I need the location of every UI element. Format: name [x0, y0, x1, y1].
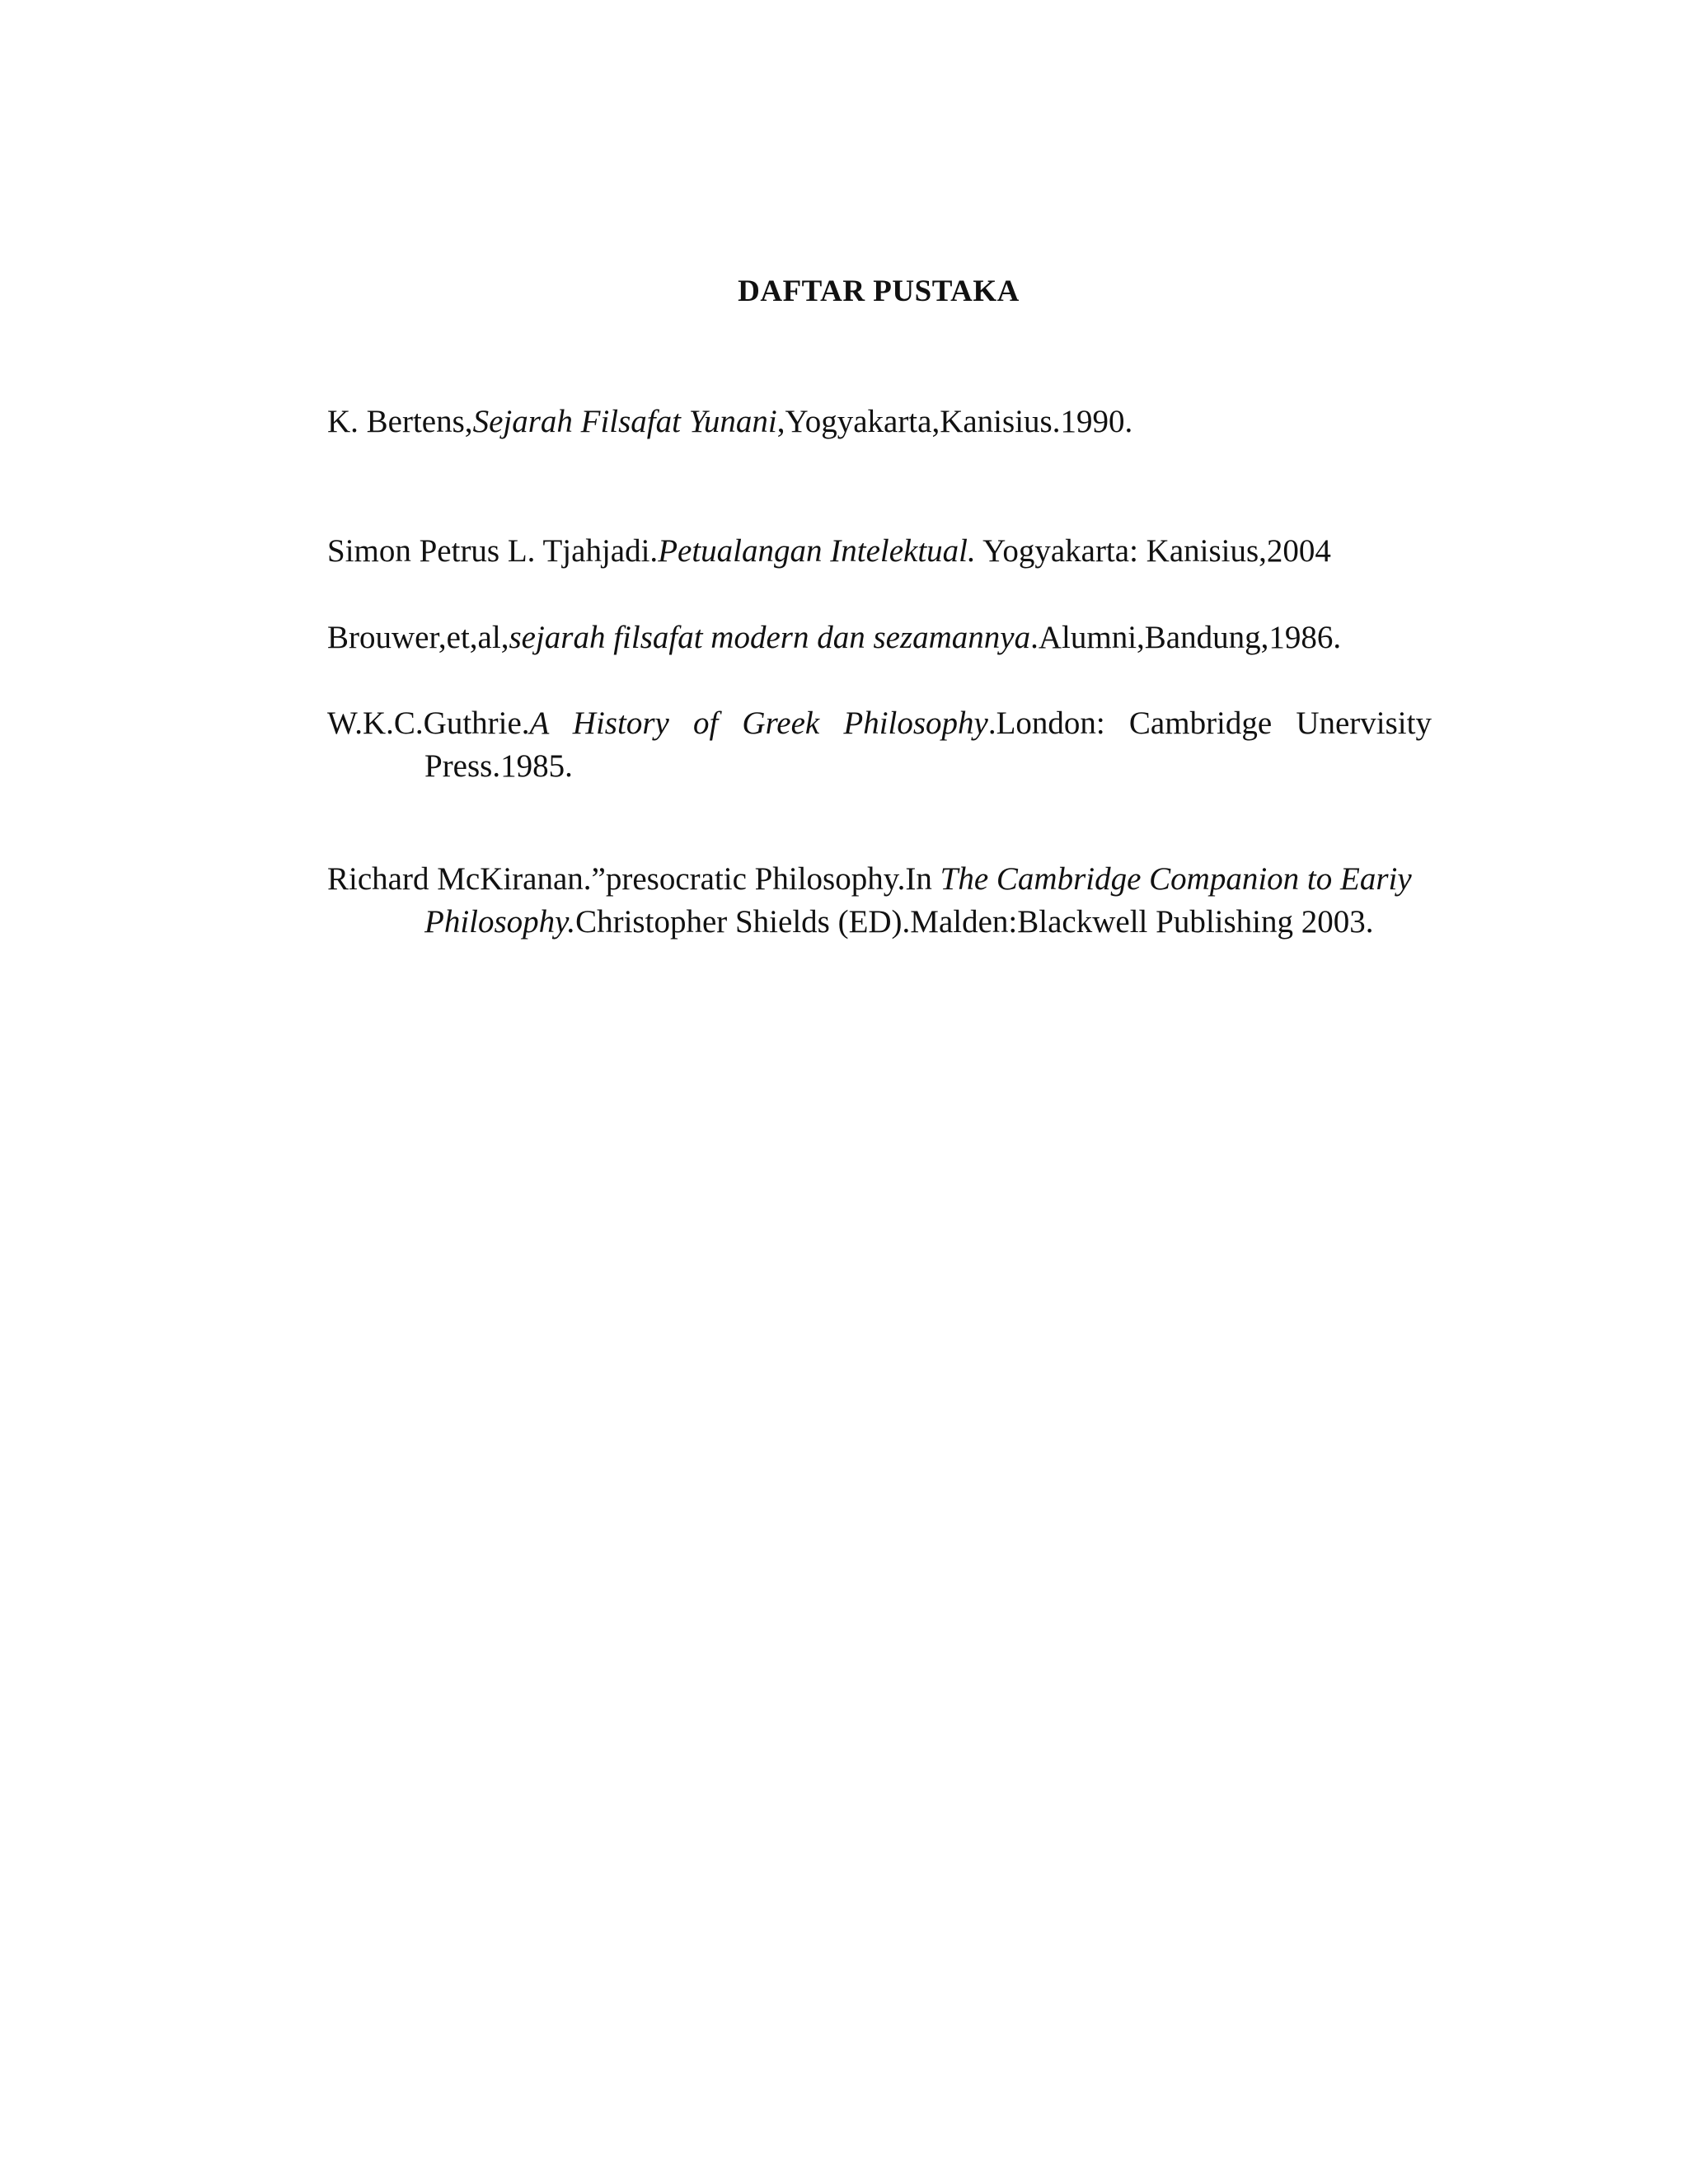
reference-author: Richard McKiranan.”presocratic Philosophy.In [327, 861, 940, 897]
reference-publication: ,Yogyakarta,Kanisius.1990. [776, 404, 1133, 439]
reference-continuation-line [327, 901, 1432, 944]
reference-work-title: The Cambridge Companion to Eariy [940, 861, 1412, 897]
reference-entry [327, 702, 1432, 788]
page-title: DAFTAR PUSTAKA [738, 274, 1020, 308]
reference-work-title: A History of Greek Philosophy [529, 705, 988, 741]
reference-author: Simon Petrus L. Tjahjadi. [327, 533, 659, 569]
reference-publication: .Alumni,Bandung,1986. [1030, 620, 1342, 655]
reference-line [327, 401, 1432, 443]
reference-publication: .London: Cambridge Unervisity [987, 705, 1432, 741]
reference-entry [327, 616, 1432, 659]
reference-work-title: Sejarah Filsafat Yunani [472, 404, 777, 439]
reference-line [327, 858, 1432, 901]
reference-continuation-line: Press.1985. [424, 748, 573, 784]
reference-publication: Yogyakarta: Kanisius,2004 [975, 533, 1331, 569]
reference-work-title-continuation: Philosophy. [424, 904, 576, 940]
reference-author: Brouwer,et,al, [327, 620, 509, 655]
reference-work-title: sejarah filsafat modern dan sezamannya [509, 620, 1031, 655]
reference-entry [327, 858, 1432, 944]
reference-author: K. Bertens, [327, 404, 473, 439]
reference-publication: Christopher Shields (ED).Malden:Blackwell Publishing 2003. [575, 904, 1374, 940]
reference-author: W.K.C.Guthrie. [327, 705, 530, 741]
reference-work-title: Petualangan Intelektual. [658, 533, 976, 569]
reference-entry [327, 401, 1432, 443]
reference-entry [327, 530, 1432, 573]
reference-line [327, 530, 1432, 573]
reference-line [327, 702, 1432, 745]
reference-line [327, 616, 1432, 659]
